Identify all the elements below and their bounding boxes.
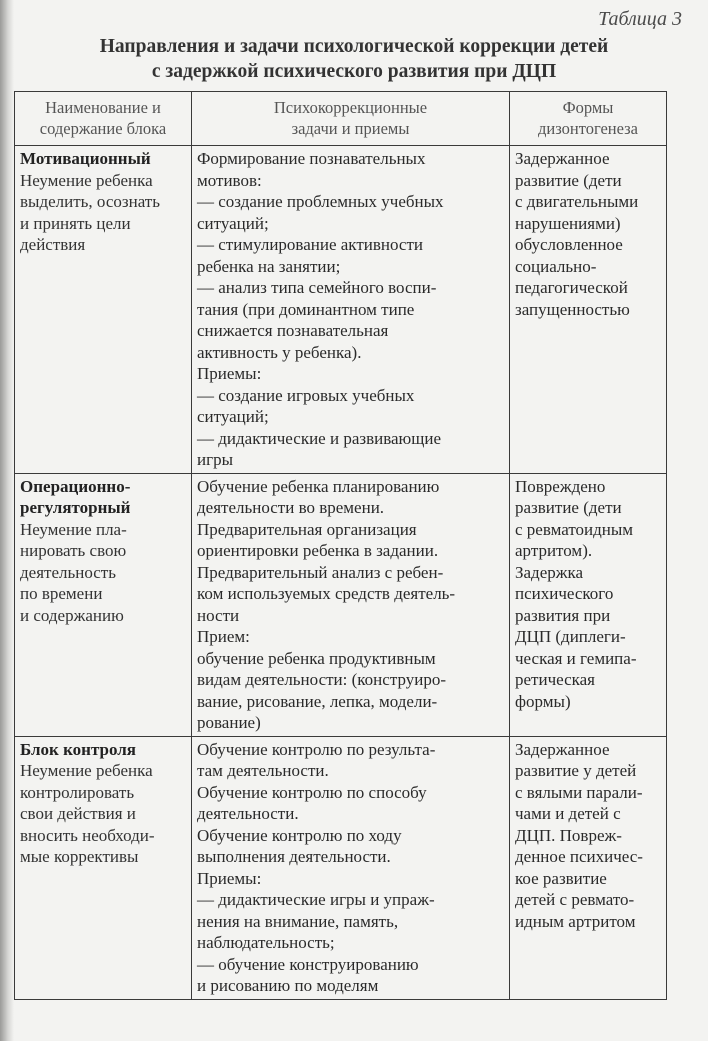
task-line: снижается познавательная bbox=[197, 321, 389, 340]
task-line: ситуаций; bbox=[197, 407, 269, 426]
form-line: ческая и гемипа- bbox=[515, 648, 637, 668]
table-row bbox=[15, 736, 667, 999]
block-description-line: действия bbox=[20, 235, 86, 254]
block-description-line: и содержанию bbox=[20, 605, 124, 625]
block-description-line: контролировать bbox=[20, 782, 135, 802]
task-line: активность у ребенка). bbox=[197, 342, 362, 362]
task-line: мотивов: bbox=[197, 170, 262, 190]
tasks-cell bbox=[192, 146, 510, 474]
task-line: — дидактические игры и упраж- bbox=[197, 890, 435, 909]
forms-cell bbox=[510, 146, 667, 474]
form-line: идным артритом bbox=[515, 911, 636, 931]
form-line: нарушениями) bbox=[515, 213, 621, 233]
form-line: чами и детей с bbox=[515, 804, 621, 823]
header-block bbox=[15, 92, 192, 146]
form-line: Задержанное bbox=[515, 149, 610, 168]
header-line: содержание блока bbox=[39, 119, 167, 138]
task-line: — создание игровых учебных bbox=[197, 385, 415, 405]
task-line: наблюдательность; bbox=[197, 933, 335, 952]
block-description-line: и принять цели bbox=[20, 213, 131, 233]
task-line: ребенка на занятии; bbox=[197, 256, 341, 276]
form-line: артритом). bbox=[515, 541, 593, 560]
task-line: ности bbox=[197, 605, 240, 625]
task-line: Приемы: bbox=[197, 364, 262, 383]
block-description-line: нировать свою bbox=[20, 541, 127, 560]
form-line: психического bbox=[515, 584, 614, 603]
task-line: обучение ребенка продуктивным bbox=[197, 648, 436, 668]
form-line: запущенностью bbox=[515, 299, 630, 319]
tasks-cell bbox=[192, 473, 510, 736]
task-line: игры bbox=[197, 450, 233, 469]
form-line: обусловленное bbox=[515, 235, 623, 254]
block-name: Операционно- bbox=[20, 476, 131, 496]
header-tasks bbox=[192, 92, 510, 146]
task-line: — дидактические и развивающие bbox=[197, 428, 441, 448]
task-line: выполнения деятельности. bbox=[197, 847, 391, 866]
form-line: с двигательными bbox=[515, 192, 639, 211]
page-edge bbox=[0, 0, 14, 1041]
form-line: социально- bbox=[515, 256, 597, 276]
block-description-line: Неумение ребенка bbox=[20, 761, 153, 780]
block-description-line: вносить необходи- bbox=[20, 825, 155, 845]
header-line: Наименование и bbox=[45, 98, 161, 117]
form-line: развитие (дети bbox=[515, 498, 622, 517]
header-line: задачи и приемы bbox=[291, 119, 410, 138]
task-line: Обучение контролю по способу bbox=[197, 782, 427, 802]
form-line: развития при bbox=[515, 605, 611, 625]
block-cell bbox=[15, 473, 192, 736]
task-line: Приемы: bbox=[197, 868, 262, 888]
task-line: вание, рисование, лепка, модели- bbox=[197, 691, 438, 711]
form-line: кое развитие bbox=[515, 868, 607, 888]
tasks-cell bbox=[192, 736, 510, 999]
task-line: Обучение контролю по результа- bbox=[197, 739, 436, 759]
task-line: ориентировки ребенка в задании. bbox=[197, 541, 439, 560]
task-line: деятельности во времени. bbox=[197, 498, 385, 517]
title-line: с задержкой психического развития при ДЦП bbox=[151, 61, 557, 82]
form-line: с вялыми парали- bbox=[515, 782, 643, 802]
task-line: Обучение контролю по ходу bbox=[197, 825, 402, 845]
table-row bbox=[15, 146, 667, 474]
form-line: педагогической bbox=[515, 278, 628, 297]
block-cell bbox=[15, 146, 192, 474]
block-description-line: по времени bbox=[20, 584, 103, 603]
task-line: — обучение конструированию bbox=[197, 954, 419, 974]
form-line: ДЦП (диплеги- bbox=[515, 627, 626, 646]
task-line: тания (при доминантном типе bbox=[197, 299, 415, 319]
block-name: Мотивационный bbox=[20, 149, 151, 168]
table-row bbox=[15, 473, 667, 736]
task-line: деятельности. bbox=[197, 804, 299, 823]
block-cell bbox=[15, 736, 192, 999]
block-description-line: Неумение пла- bbox=[20, 519, 127, 539]
forms-cell bbox=[510, 736, 667, 999]
header-line: дизонтогенеза bbox=[537, 119, 639, 138]
block-description-line: свои действия и bbox=[20, 804, 136, 823]
form-line: ретическая bbox=[515, 670, 596, 689]
task-line: и рисованию по моделям bbox=[197, 976, 379, 995]
task-line: Обучение ребенка планированию bbox=[197, 476, 440, 496]
table-body bbox=[15, 146, 667, 1000]
task-line: видам деятельности: (конструиро- bbox=[197, 670, 446, 689]
correction-table bbox=[14, 91, 667, 1000]
task-line: ситуаций; bbox=[197, 213, 269, 233]
block-name: регуляторный bbox=[20, 498, 131, 517]
forms-cell bbox=[510, 473, 667, 736]
header-forms bbox=[510, 92, 667, 146]
form-line: Повреждено bbox=[515, 476, 606, 496]
form-line: развитие (дети bbox=[515, 170, 622, 190]
task-line: там деятельности. bbox=[197, 761, 329, 780]
block-name: Блок контроля bbox=[20, 739, 136, 759]
table-header-row bbox=[15, 92, 667, 146]
task-line: Формирование познавательных bbox=[197, 149, 426, 168]
header-line: Психокоррекционные bbox=[273, 98, 428, 117]
block-description-line: деятельность bbox=[20, 562, 116, 582]
block-description-line: мые коррективы bbox=[20, 847, 139, 866]
form-line: Задержка bbox=[515, 562, 584, 582]
form-line: детей с ревмато- bbox=[515, 890, 635, 909]
task-line: — создание проблемных учебных bbox=[197, 192, 444, 211]
form-line: Задержанное bbox=[515, 739, 610, 759]
task-line: Прием: bbox=[197, 627, 250, 646]
table-label: Таблица 3 bbox=[598, 8, 682, 30]
form-line: ДЦП. Повреж- bbox=[515, 825, 622, 845]
block-description-line: Неумение ребенка bbox=[20, 170, 153, 190]
title-line: Направления и задачи психологической коррекции детей bbox=[99, 36, 609, 57]
task-line: ком используемых средств деятель- bbox=[197, 584, 456, 603]
form-line: формы) bbox=[515, 691, 571, 711]
form-line: с ревматоидным bbox=[515, 519, 634, 539]
task-line: нения на внимание, память, bbox=[197, 911, 399, 931]
block-description-line: выделить, осознать bbox=[20, 192, 160, 211]
task-line: рование) bbox=[197, 713, 261, 732]
header-line: Формы bbox=[562, 98, 614, 117]
task-line: Предварительный анализ с ребен- bbox=[197, 562, 444, 582]
page-title bbox=[0, 34, 708, 84]
form-line: денное психичес- bbox=[515, 847, 643, 866]
task-line: — стимулирование активности bbox=[197, 235, 423, 254]
form-line: развитие у детей bbox=[515, 761, 637, 780]
task-line: Предварительная организация bbox=[197, 519, 417, 539]
task-line: — анализ типа семейного воспи- bbox=[197, 278, 437, 297]
